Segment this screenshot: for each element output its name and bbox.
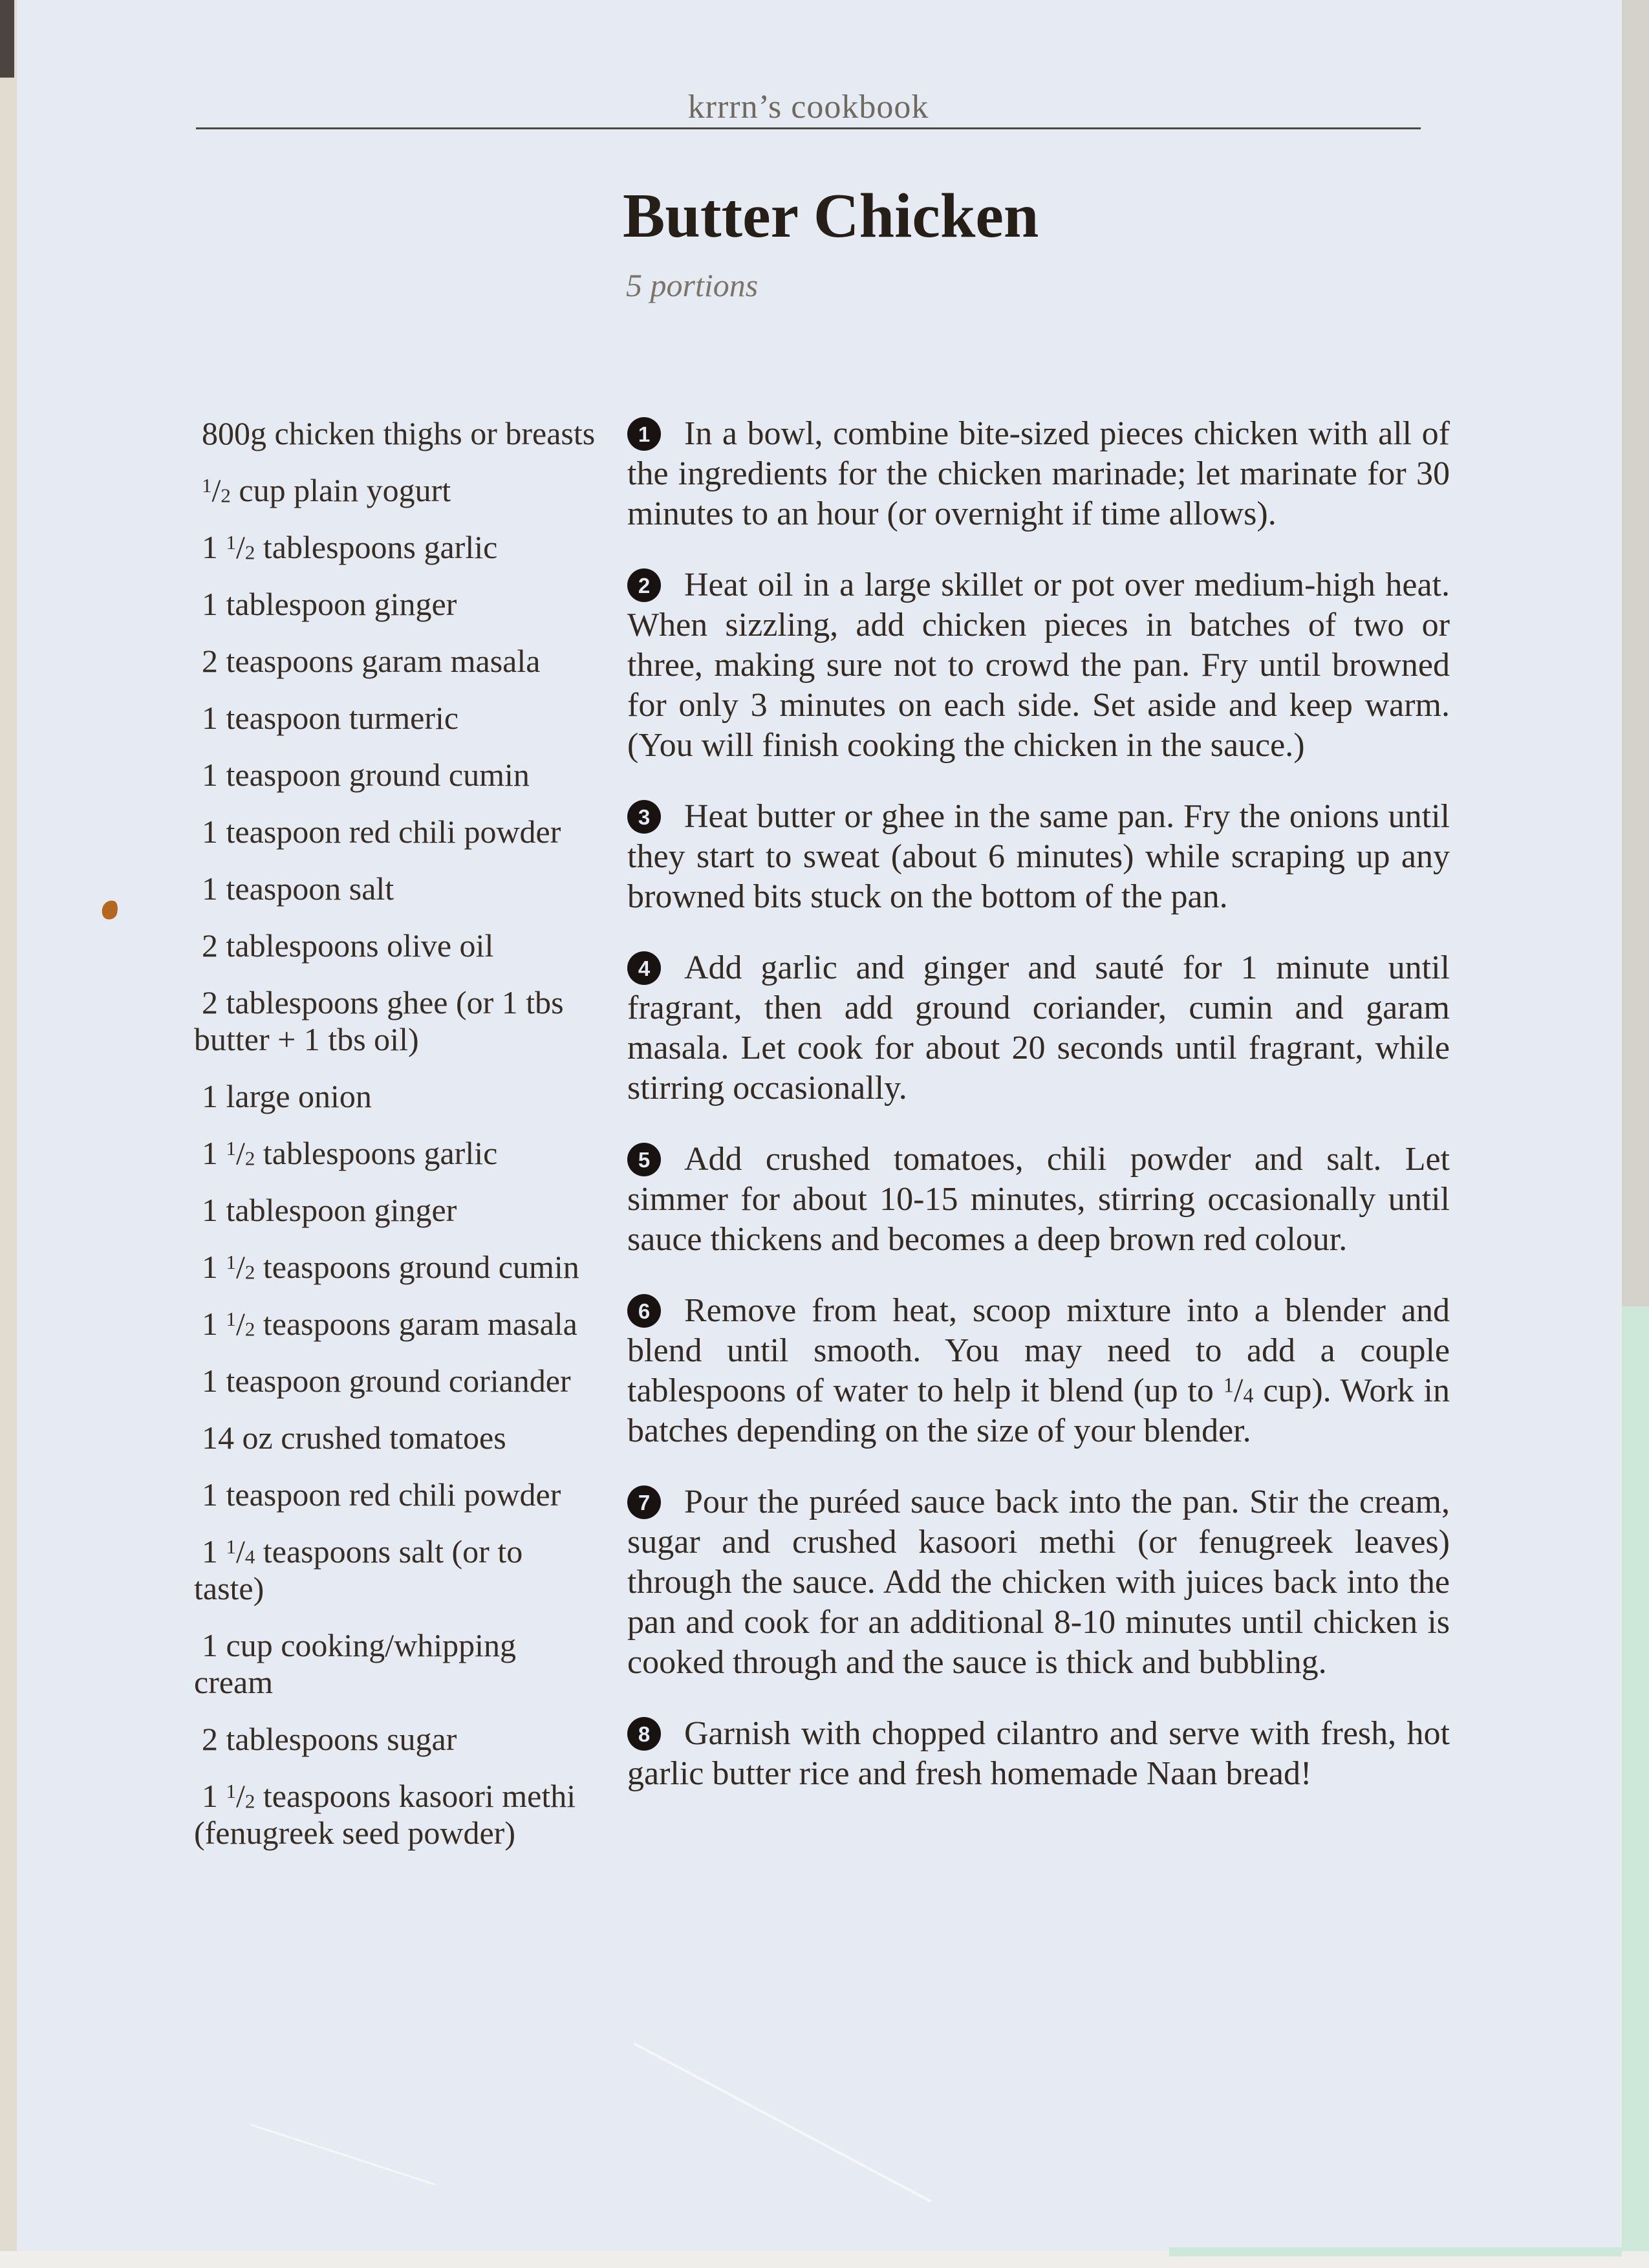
step-item	[627, 797, 1450, 917]
ingredient-item: 1 tablespoon ginger	[202, 1192, 457, 1228]
step-text: Remove from heat, scoop mixture into a blender and blend until smooth. You may need to add a couple tablespoons of water to help it blend (up to $^1/_4$ cup). Work in batches depending on the size of your blender.	[627, 1292, 1450, 1449]
step-number-badge: 5	[627, 1143, 661, 1176]
step-item	[627, 565, 1450, 766]
ingredient-item: 1 teaspoon red chili powder	[202, 1476, 561, 1513]
ingredient-item: 2 tablespoons ghee (or 1 tbs butter + 1 tbs oil)	[194, 984, 564, 1057]
ingredient-item: 1 $^1/_2$ teaspoons kasoori methi (fenugreek seed powder)	[194, 1778, 576, 1851]
ingredient-item: 1 tablespoon ginger	[202, 586, 457, 622]
header-rule	[196, 127, 1421, 129]
ingredient-item: 1 $^1/_2$ tablespoons garlic	[202, 1135, 498, 1171]
ingredient-item: $^1/_2$ cup plain yogurt	[202, 472, 451, 508]
ingredient-item: 2 teaspoons garam masala	[202, 643, 541, 679]
step-item	[627, 1714, 1450, 1794]
ingredient-item: 1 large onion	[202, 1078, 372, 1114]
ingredient-item: 14 oz crushed tomatoes	[202, 1420, 506, 1456]
paper-stain	[100, 898, 120, 921]
ingredient-item: 1 teaspoon ground coriander	[202, 1363, 571, 1399]
step-item	[627, 1139, 1450, 1260]
cookbook-header-title: krrrn’s cookbook	[687, 89, 929, 125]
scan-edge-bottom-green	[1169, 2247, 1622, 2256]
ingredient-item: 800g chicken thighs or breasts	[202, 415, 596, 451]
recipe-portions: 5 portions	[626, 267, 759, 303]
step-item	[627, 1482, 1450, 1683]
step-item	[627, 1291, 1450, 1451]
paper-crease	[250, 2124, 435, 2186]
ingredient-item: 2 tablespoons sugar	[202, 1721, 457, 1757]
ingredient-item: 1 $^1/_2$ tablespoons garlic	[202, 529, 498, 565]
scan-corner-dark	[0, 0, 14, 78]
step-number-badge: 4	[627, 951, 661, 985]
ingredient-item: 1 teaspoon red chili powder	[202, 814, 561, 850]
step-text: Pour the puréed sauce back into the pan. Stir the cream, sugar and crushed kasoori methi (or fenugreek leaves) through the sauce. Add the chicken with juices back into the pan and cook for an additional 8-10 minutes until chicken is cooked through and the sauce is thick and bubbling.	[627, 1484, 1450, 1681]
ingredient-item: 1 $^1/_4$ teaspoons salt (or to taste)	[194, 1533, 523, 1606]
scan-edge-left	[0, 0, 17, 2268]
ingredients-list	[194, 415, 600, 1872]
scan-edge-right-gray	[1622, 0, 1649, 1306]
step-item	[627, 948, 1450, 1108]
ingredient-item: 2 tablespoons olive oil	[202, 927, 494, 964]
step-item	[627, 414, 1450, 534]
step-text: Add garlic and ginger and sauté for 1 minute until fragrant, then add ground coriander, cumin and garam masala. Let cook for about 20 seconds until fragrant, while stirring occasionally.	[627, 949, 1450, 1107]
step-number-badge: 8	[627, 1717, 661, 1751]
step-number-badge: 3	[627, 800, 661, 834]
ingredient-item: 1 cup cooking/whipping cream	[194, 1627, 517, 1700]
ingredient-item: 1 $^1/_2$ teaspoons ground cumin	[202, 1249, 579, 1285]
step-text: Add crushed tomatoes, chili powder and salt. Let simmer for about 10-15 minutes, stirring occasionally until sauce thickens and becomes a deep brown red colour.	[627, 1141, 1450, 1258]
step-number-badge: 6	[627, 1294, 661, 1328]
scan-edge-right-green	[1622, 1306, 1649, 2268]
step-text: Heat oil in a large skillet or pot over medium-high heat. When sizzling, add chicken pieces in batches of two or three, making sure not to crowd the pan. Fry until browned for only 3 minutes on each side. Set aside and keep warm. (You will finish cooking the chicken in the sauce.)	[627, 567, 1450, 764]
ingredient-item: 1 $^1/_2$ teaspoons garam masala	[202, 1306, 577, 1342]
recipe-title: Butter Chicken	[623, 181, 1039, 251]
step-number-badge: 7	[627, 1485, 661, 1519]
ingredient-item: 1 teaspoon ground cumin	[202, 757, 530, 793]
step-text: Heat butter or ghee in the same pan. Fry the onions until they start to sweat (about 6 minutes) while scraping up any browned bits stuck on the bottom of the pan.	[627, 798, 1450, 915]
step-number-badge: 2	[627, 568, 661, 602]
step-text: In a bowl, combine bite-sized pieces chicken with all of the ingredients for the chicken marinade; let marinate for 30 minutes to an hour (or overnight if time allows).	[627, 415, 1450, 532]
paper-crease	[633, 2042, 931, 2203]
ingredient-item: 1 teaspoon salt	[202, 870, 394, 907]
steps-list	[627, 414, 1450, 1825]
step-text: Garnish with chopped cilantro and serve with fresh, hot garlic butter rice and fresh homemade Naan bread!	[627, 1715, 1450, 1792]
ingredient-item: 1 teaspoon turmeric	[202, 700, 459, 736]
step-number-badge: 1	[627, 417, 661, 451]
